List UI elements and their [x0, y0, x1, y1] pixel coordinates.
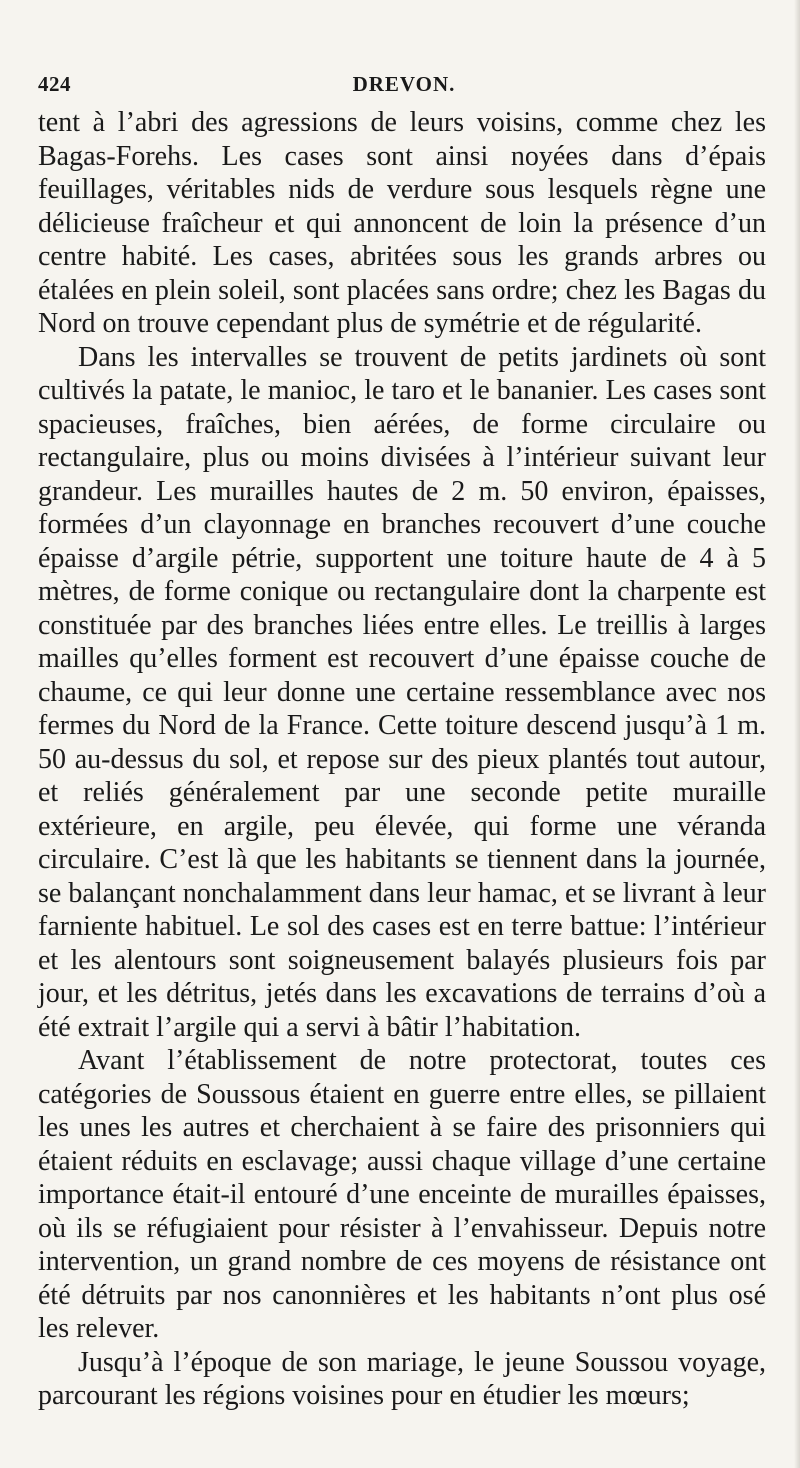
- running-head: [38, 72, 770, 104]
- page-edge-shadow: [794, 0, 800, 1468]
- page-number: 424: [38, 72, 71, 96]
- paragraph: Dans les intervalles se trouvent de petits jardinets où sont cultivés la patate, le manioc, le taro et le bananier. Les cases sont spacieuses, fraîches, bien aérées, de forme circulaire ou rectangulaire, plus ou moins divisées à l’intérieur suivant leur grandeur. Les murailles hautes de 2 m. 50 environ, épaisses, formées d’un clayonnage en branches recouvert d’une couche épaisse d’argile pétrie, supportent une toiture haute de 4 à 5 mètres, de forme conique ou rectangulaire dont la charpente est constituée par des branches liées entre elles. Le treillis à larges mailles qu’elles forment est recouvert d’une épaisse couche de chaume, ce qui leur donne une certaine ressemblance avec nos fermes du Nord de la France. Cette toiture descend jusqu’à 1 m. 50 au-dessus du sol, et repose sur des pieux plantés tout autour, et reliés généralement par une seconde petite muraille extérieure, en argile, peu élevée, qui forme une véranda circulaire. C’est là que les habitants se tiennent dans la journée, se balançant nonchalamment dans leur hamac, et se livrant à leur farniente habituel. Le sol des cases est en terre battue: l’intérieur et les alentours sont soigneusement balayés plusieurs fois par jour, et les détritus, jetés dans les excavations de terrains d’où a été extrait l’argile qui a servi à bâtir l’habitation.: [38, 341, 766, 1043]
- paragraph-continued: tent à l’abri des agressions de leurs voisins, comme chez les Bagas-Forehs. Les cases sont ainsi noyées dans d’épais feuillages, véritables nids de verdure sous lesquels règne une délicieuse fraîcheur et qui annoncent de loin la présence d’un centre habité. Les cases, abritées sous les grands arbres ou étalées en plein soleil, sont placées sans ordre; chez les Bagas du Nord on trouve cependant plus de symétrie et de régularité.: [38, 107, 766, 339]
- body-text: [38, 106, 766, 1413]
- paragraph: Jusqu’à l’époque de son mariage, le jeune Soussou voyage, parcourant les régions voisines pour en étudier les mœurs;: [38, 1346, 766, 1411]
- running-head-author: DREVON.: [352, 72, 456, 96]
- paragraph: Avant l’établissement de notre protectorat, toutes ces catégories de Soussous étaient en guerre entre elles, se pillaient les unes les autres et cherchaient à se faire des prisonniers qui étaient réduits en esclavage; aussi chaque village d’une certaine importance était-il entouré d’une enceinte de murailles épaisses, où ils se réfugiaient pour résister à l’envahisseur. Depuis notre intervention, un grand nombre de ces moyens de résistance ont été détruits par nos canonnières et les habitants n’ont plus osé les relever.: [38, 1045, 766, 1344]
